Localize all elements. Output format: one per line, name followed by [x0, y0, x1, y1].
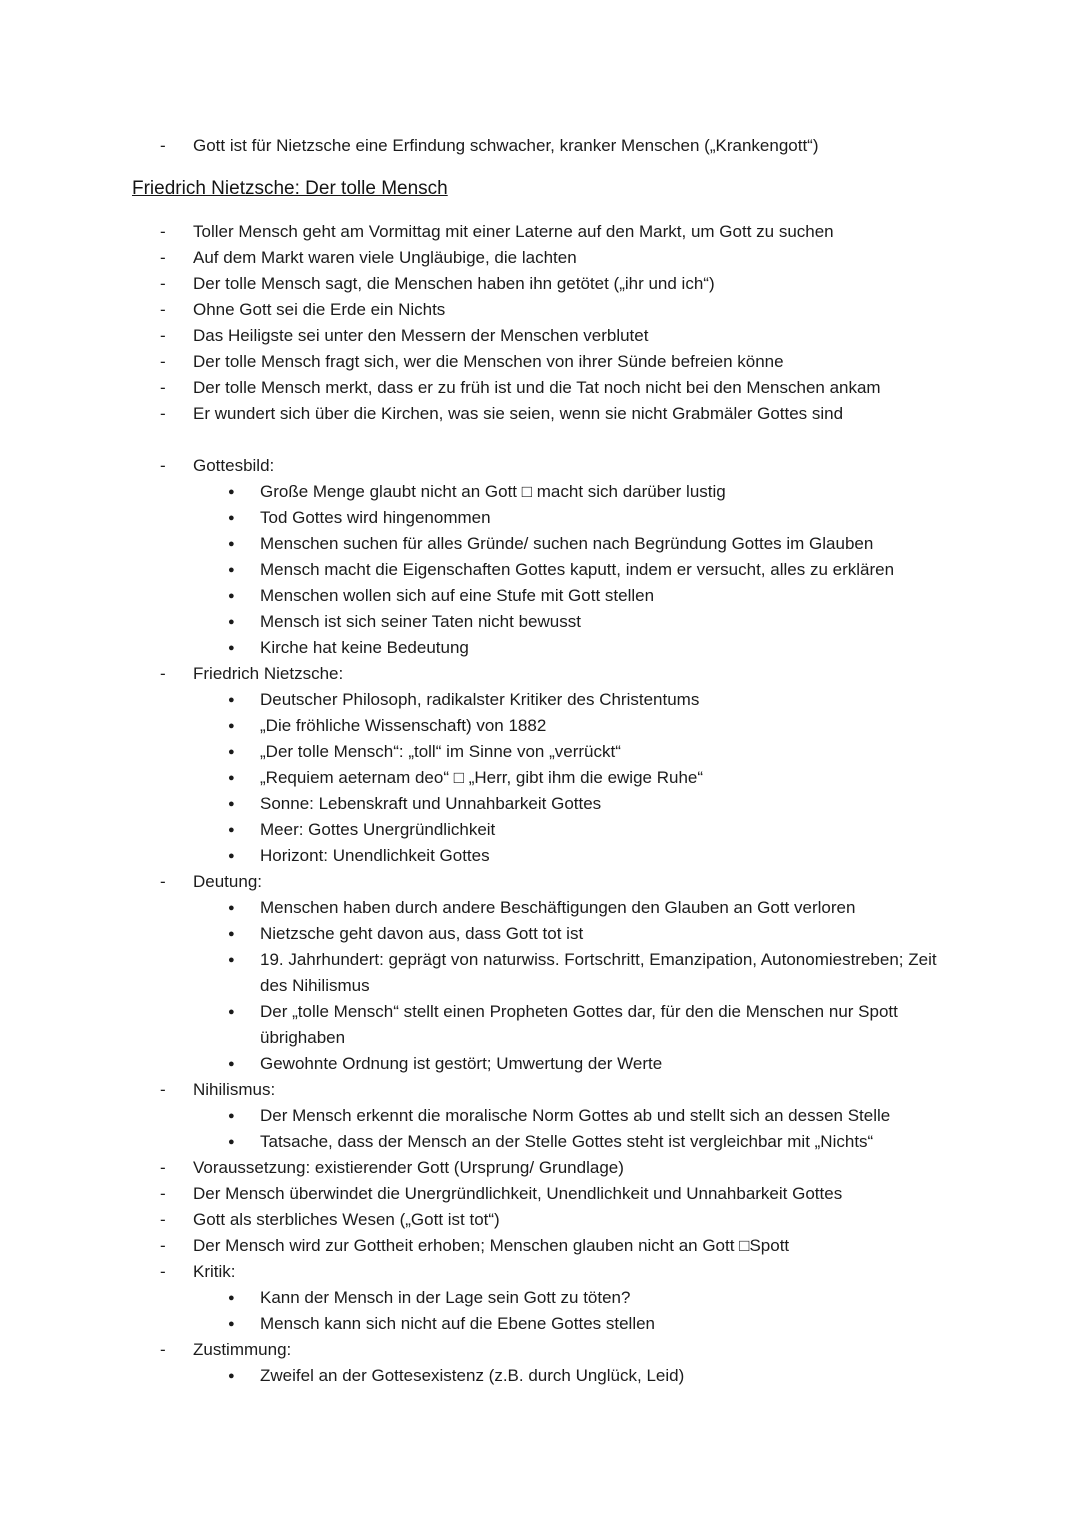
bullet-list-item [132, 817, 947, 843]
dash-list-item [132, 245, 947, 271]
dash-marker: - [160, 352, 166, 371]
bullet-list-item [132, 765, 947, 791]
list-item-text: Horizont: Unendlichkeit Gottes [260, 846, 490, 865]
list-item-text: „Die fröhliche Wissenschaft) von 1882 [260, 716, 547, 735]
list-item-text: Große Menge glaubt nicht an Gott □ macht sich darüber lustig [260, 482, 726, 501]
dash-marker: - [160, 248, 166, 267]
list-item-text: Meer: Gottes Unergründlichkeit [260, 820, 496, 839]
bullet-marker: ● [228, 850, 235, 862]
list-item-text: Nihilismus: [193, 1080, 276, 1099]
bullet-marker: ● [228, 1136, 235, 1148]
bullet-list-item [132, 999, 947, 1051]
list-item-text: Er wundert sich über die Kirchen, was sie seien, wenn sie nicht Grabmäler Gottes sind [193, 404, 844, 423]
bullet-list-item [132, 1285, 947, 1311]
dash-marker: - [160, 1184, 166, 1203]
list-item-text: Friedrich Nietzsche: [193, 664, 344, 683]
bullet-list-item [132, 921, 947, 947]
bullet-marker: ● [228, 720, 235, 732]
list-item-text: „Der tolle Mensch“: „toll“ im Sinne von „verrückt“ [260, 742, 621, 761]
dash-marker: - [160, 378, 166, 397]
list-item-text: Gewohnte Ordnung ist gestört; Umwertung der Werte [260, 1054, 663, 1073]
dash-marker: - [160, 274, 166, 293]
dash-list-item [132, 1207, 947, 1233]
dash-marker: - [160, 456, 166, 475]
dash-list-item [132, 219, 947, 245]
list-item-text: „Requiem aeternam deo“ □ „Herr, gibt ihm die ewige Ruhe“ [260, 768, 704, 787]
bullet-list-item [132, 1363, 947, 1389]
bullet-marker: ● [228, 590, 235, 602]
list-item-text: Der „tolle Mensch“ stellt einen Propheten Gottes dar, für den die Menschen nur Spott übrighaben [260, 1002, 903, 1047]
list-item-text: Zustimmung: [193, 1340, 292, 1359]
bullet-marker: ● [228, 1058, 235, 1070]
list-item-text: Der tolle Mensch fragt sich, wer die Menschen von ihrer Sünde befreien könne [193, 352, 784, 371]
bullet-list-item [132, 739, 947, 765]
list-item-text: Kritik: [193, 1262, 236, 1281]
bullet-marker: ● [228, 954, 235, 966]
dash-marker: - [160, 1080, 166, 1099]
bullet-marker: ● [228, 642, 235, 654]
bullet-marker: ● [228, 538, 235, 550]
dash-list-item [132, 1337, 947, 1363]
list-item-text: Das Heiligste sei unter den Messern der Menschen verblutet [193, 326, 649, 345]
dash-marker: - [160, 326, 166, 345]
list-item-text: Nietzsche geht davon aus, dass Gott tot ist [260, 924, 584, 943]
dash-list-item [132, 1259, 947, 1285]
list-item-text: Gottesbild: [193, 456, 275, 475]
bullet-marker: ● [228, 1318, 235, 1330]
list-item-text: Ohne Gott sei die Erde ein Nichts [193, 300, 446, 319]
dash-marker: - [160, 1210, 166, 1229]
list-item-text: Der tolle Mensch merkt, dass er zu früh ist und die Tat noch nicht bei den Menschen ankam [193, 378, 881, 397]
bullet-list-item [132, 1311, 947, 1337]
dash-list-item [132, 271, 947, 297]
dash-marker: - [160, 1158, 166, 1177]
bullet-marker: ● [228, 1292, 235, 1304]
dash-list-item [132, 661, 947, 687]
list-item-text: Mensch ist sich seiner Taten nicht bewusst [260, 612, 581, 631]
dash-list-item [132, 1155, 947, 1181]
list-item-text: Tatsache, dass der Mensch an der Stelle Gottes steht ist vergleichbar mit „Nichts“ [260, 1132, 874, 1151]
bullet-list-item [132, 1051, 947, 1077]
bullet-list-item [132, 505, 947, 531]
bullet-list-item [132, 557, 947, 583]
bullet-marker: ● [228, 486, 235, 498]
dash-marker: - [160, 136, 166, 155]
list-item-text: Mensch macht die Eigenschaften Gottes kaputt, indem er versucht, alles zu erklären [260, 560, 895, 579]
dash-marker: - [160, 1262, 166, 1281]
bullet-marker: ● [228, 1006, 235, 1018]
bullet-marker: ● [228, 512, 235, 524]
bullet-marker: ● [228, 798, 235, 810]
list-item-text: Tod Gottes wird hingenommen [260, 508, 491, 527]
dash-list-item [132, 297, 947, 323]
bullet-list-item [132, 1103, 947, 1129]
list-item-text: Der Mensch überwindet die Unergründlichkeit, Unendlichkeit und Unnahbarkeit Gottes [193, 1184, 843, 1203]
bullet-marker: ● [228, 694, 235, 706]
bullet-list-item [132, 687, 947, 713]
list-item-text: Der tolle Mensch sagt, die Menschen haben ihn getötet („ihr und ich“) [193, 274, 715, 293]
dash-marker: - [160, 872, 166, 891]
bullet-list-item [132, 531, 947, 557]
list-item-text: Menschen wollen sich auf eine Stufe mit Gott stellen [260, 586, 655, 605]
list-item-text: Gott als sterbliches Wesen („Gott ist tot“) [193, 1210, 500, 1229]
dash-list-item [132, 323, 947, 349]
list-item-text: Menschen haben durch andere Beschäftigungen den Glauben an Gott verloren [260, 898, 856, 917]
list-item-text: 19. Jahrhundert: geprägt von naturwiss. Fortschritt, Emanzipation, Autonomiestreben; Zeit des Nihilismus [260, 950, 942, 995]
bullet-list-item [132, 635, 947, 661]
list-item-text: Kirche hat keine Bedeutung [260, 638, 469, 657]
dash-list-item [132, 1181, 947, 1207]
dash-marker: - [160, 664, 166, 683]
dash-list-item [132, 401, 947, 427]
bullet-list-item [132, 713, 947, 739]
list-item-text: Kann der Mensch in der Lage sein Gott zu töten? [260, 1288, 631, 1307]
bullet-marker: ● [228, 824, 235, 836]
dash-list-item [132, 133, 947, 159]
bullet-marker: ● [228, 1370, 235, 1382]
list-item-text: Der Mensch wird zur Gottheit erhoben; Menschen glauben nicht an Gott □Spott [193, 1236, 790, 1255]
bullet-list-item [132, 791, 947, 817]
bullet-marker: ● [228, 928, 235, 940]
bullet-list-item [132, 479, 947, 505]
dash-marker: - [160, 1236, 166, 1255]
dash-marker: - [160, 1340, 166, 1359]
dash-marker: - [160, 404, 166, 423]
bullet-list-item [132, 583, 947, 609]
list-item-text: Auf dem Markt waren viele Ungläubige, die lachten [193, 248, 577, 267]
dash-list-item [132, 349, 947, 375]
list-item-text: Zweifel an der Gottesexistenz (z.B. durch Unglück, Leid) [260, 1366, 685, 1385]
dash-marker: - [160, 222, 166, 241]
dash-list-item [132, 453, 947, 479]
bullet-marker: ● [228, 746, 235, 758]
bullet-list-item [132, 1129, 947, 1155]
list-item-text: Menschen suchen für alles Gründe/ suchen nach Begründung Gottes im Glauben [260, 534, 874, 553]
bullet-list-item [132, 609, 947, 635]
list-item-text: Voraussetzung: existierender Gott (Ursprung/ Grundlage) [193, 1158, 624, 1177]
list-item-text: Mensch kann sich nicht auf die Ebene Gottes stellen [260, 1314, 656, 1333]
bullet-marker: ● [228, 564, 235, 576]
bullet-list-item [132, 947, 947, 999]
bullet-list-item [132, 895, 947, 921]
list-item-text: Gott ist für Nietzsche eine Erfindung schwacher, kranker Menschen („Krankengott“) [193, 136, 819, 155]
dash-list-item [132, 375, 947, 401]
dash-marker: - [160, 300, 166, 319]
bullet-list-item [132, 843, 947, 869]
dash-list-item [132, 869, 947, 895]
bullet-marker: ● [228, 772, 235, 784]
bullet-marker: ● [228, 1110, 235, 1122]
bullet-marker: ● [228, 902, 235, 914]
list-item-text: Toller Mensch geht am Vormittag mit einer Laterne auf den Markt, um Gott zu suchen [193, 222, 834, 241]
blank-line [132, 427, 947, 453]
bullet-marker: ● [228, 616, 235, 628]
dash-list-item [132, 1233, 947, 1259]
dash-list-item [132, 1077, 947, 1103]
list-item-text: Sonne: Lebenskraft und Unnahbarkeit Gottes [260, 794, 602, 813]
list-item-text: Deutscher Philosoph, radikalster Kritiker des Christentums [260, 690, 700, 709]
list-item-text: Deutung: [193, 872, 262, 891]
section-heading: Friedrich Nietzsche: Der tolle Mensch [132, 178, 448, 199]
list-item-text: Der Mensch erkennt die moralische Norm Gottes ab und stellt sich an dessen Stelle [260, 1106, 891, 1125]
